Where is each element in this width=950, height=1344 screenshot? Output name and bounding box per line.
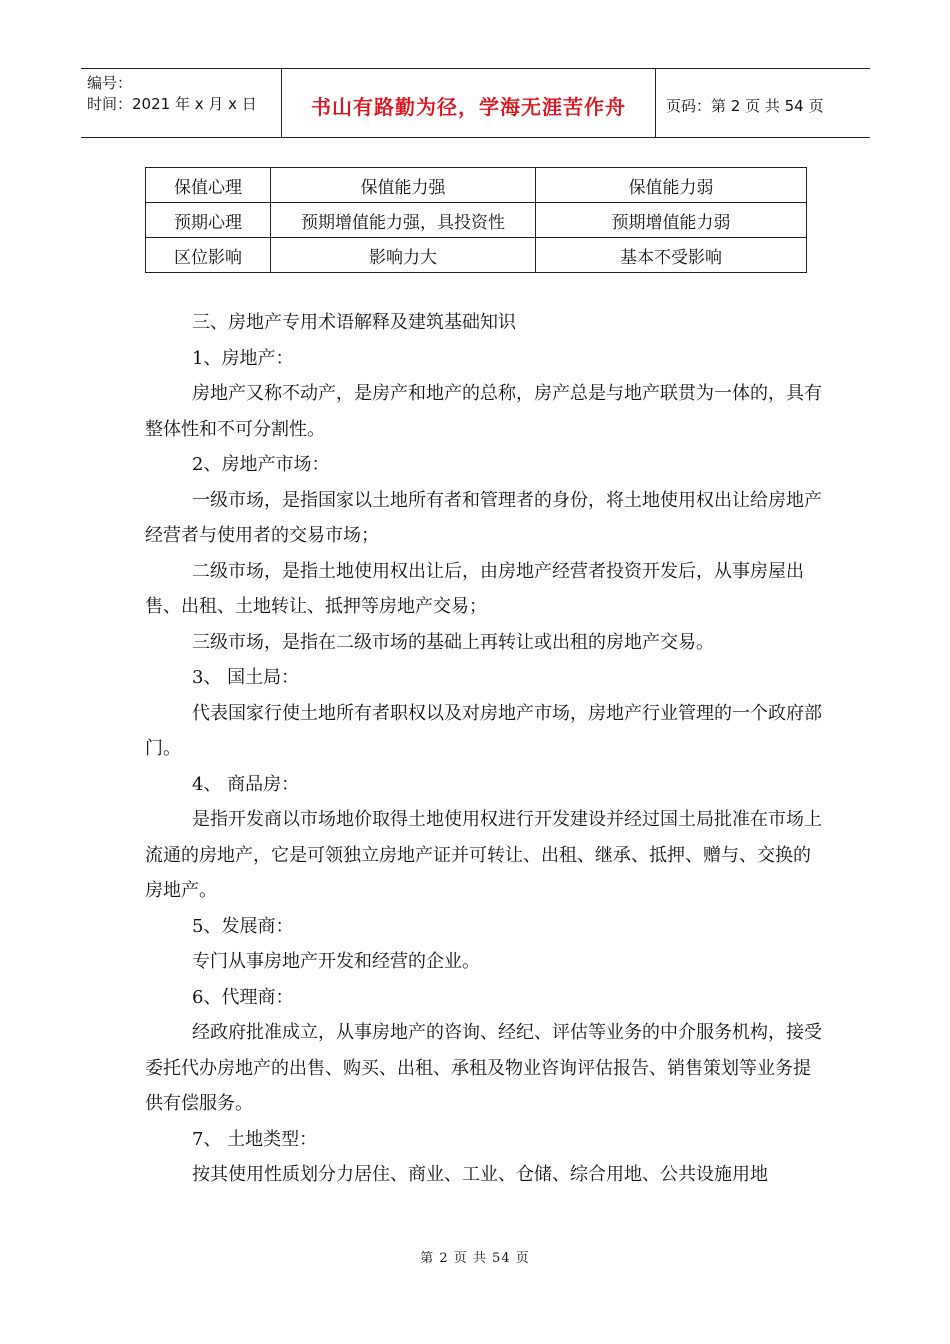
section-title: 三、房地产专用术语解释及建筑基础知识 [192,312,516,333]
table-row [146,203,807,238]
term-heading: 1、房地产： [192,347,294,369]
term-definition: 按其使用性质划分力居住、商业、工业、仓储、综合用地、公共设施用地 [192,1164,768,1185]
table-row [146,168,807,203]
term-definition: 专门从事房地产开发和经营的企业。 [192,951,480,972]
table-cell: 预期增值能力弱 [536,203,807,238]
term-heading: 6、代理商： [192,986,294,1008]
term-definition: 经政府批准成立，从事房地产的咨询、经纪、评估等业务的中介服务机构，接受委托代办房地产的出售、购买、出租、承租及物业咨询评估报告、销售策划等业务提供有偿服务。 [145,1022,822,1114]
term-definition: 一级市场，是指国家以土地所有者和管理者的身份，将土地使用权出让给房地产经营者与使用者的交易市场； [145,489,822,546]
table-cell: 预期心理 [146,203,271,238]
term-definition: 三级市场，是指在二级市场的基础上再转让或出租的房地产交易。 [192,631,714,653]
term-heading: 4、 商品房： [192,773,300,795]
term-heading: 2、房地产市场： [192,454,330,475]
time-label: 时间：2021 年 x 月 x 日 [87,95,257,113]
table-cell: 预期增值能力强，具投资性 [271,203,536,238]
table-cell: 保值能力弱 [536,168,807,203]
table-row [146,238,807,273]
header-page-info: 页码：第 2 页 共 54 页 [666,96,824,115]
term-definition: 是指开发商以市场地价取得土地使用权进行开发建设并经过国土局批准在市场上流通的房地产，它是可领独立房地产证并可转让、出租、继承、抵押、赠与、交换的房地产。 [145,809,822,901]
term-heading: 3、 国土局： [192,667,300,688]
table-cell: 保值能力强 [271,168,536,203]
table-cell: 保值心理 [146,168,271,203]
term-heading: 7、 土地类型： [192,1128,318,1150]
term-definition: 代表国家行使土地所有者职权以及对房地产市场，房地产行业管理的一个政府部门。 [145,702,822,759]
page-footer: 第 2 页 共 54 页 [420,1251,530,1266]
table-cell: 区位影响 [146,238,271,273]
header-motto: 书山有路勤为径，学海无涯苦作舟 [281,69,656,137]
document-body [145,305,825,1193]
table-cell: 基本不受影响 [536,238,807,273]
document-header [81,68,870,138]
header-meta [81,69,281,137]
number-label: 编号： [87,74,133,92]
term-definition: 二级市场，是指土地使用权出让后，由房地产经营者投资开发后，从事房屋出售、出租、土地转让、抵押等房地产交易； [145,560,804,617]
comparison-table [145,167,807,273]
term-definition: 房地产又称不动产，是房产和地产的总称，房产总是与地产联贯为一体的，具有整体性和不可分割性。 [145,383,822,440]
table-cell: 影响力大 [271,238,536,273]
term-heading: 5、发展商： [192,915,294,937]
